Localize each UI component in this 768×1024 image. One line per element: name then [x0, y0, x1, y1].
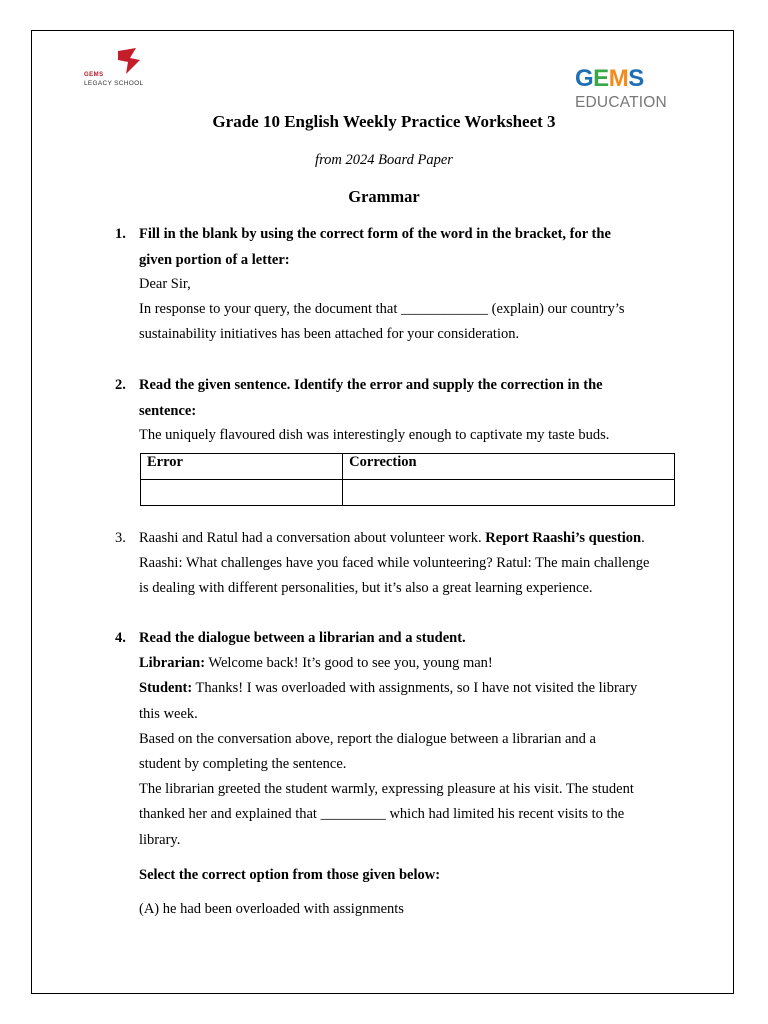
question-1-prompt-line-1: Fill in the blank by using the correct form of the word in the bracket, for the: [139, 226, 611, 242]
question-4-number: 4.: [115, 630, 126, 646]
error-answer-cell[interactable]: [141, 480, 343, 506]
section-heading: Grammar: [348, 187, 420, 206]
gems-education-logo: [575, 66, 685, 116]
question-3-line-3: is dealing with different personalities, but it’s also a great learning experience.: [139, 580, 593, 596]
question-2-sentence: The uniquely flavoured dish was interestingly enough to captivate my taste buds.: [139, 427, 610, 443]
select-option-prompt: Select the correct option from those given below:: [139, 867, 441, 883]
librarian-text: Welcome back! It’s good to see you, young man!: [205, 655, 493, 671]
worksheet-subtitle: from 2024 Board Paper: [315, 152, 453, 168]
librarian-line: [139, 655, 493, 672]
error-correction-table: [140, 453, 675, 506]
question-3-task: Report Raashi’s question: [485, 530, 642, 546]
question-4-line-4: this week.: [139, 706, 198, 722]
page-border: [31, 30, 734, 994]
question-3-line-1: [139, 530, 645, 547]
question-2-prompt-line-2: sentence:: [139, 403, 197, 419]
left-logo-school-text: LEGACY SCHOOL: [84, 80, 144, 87]
error-column-header: Error: [141, 454, 343, 480]
librarian-label: Librarian:: [139, 655, 206, 671]
question-2-number: 2.: [115, 377, 126, 393]
gems-legacy-school-logo: [84, 48, 174, 90]
question-4-prompt: Read the dialogue between a librarian and a student.: [139, 630, 466, 646]
question-1-prompt-line-2: given portion of a letter:: [139, 252, 290, 268]
left-logo-gems-text: GEMS: [84, 72, 104, 78]
student-text: Thanks! I was overloaded with assignments, so I have not visited the library: [192, 680, 638, 696]
gems-wordmark: GEMS: [575, 65, 644, 92]
question-4-line-6: student by completing the sentence.: [139, 756, 347, 772]
question-1-salutation: Dear Sir,: [139, 276, 191, 292]
student-line: [139, 680, 637, 697]
question-3-number: 3.: [115, 530, 126, 546]
question-1-letter-line-2: sustainability initiatives has been attached for your consideration.: [139, 326, 520, 342]
worksheet-title: Grade 10 English Weekly Practice Worksheet 3: [212, 112, 556, 131]
question-2-prompt-line-1: Read the given sentence. Identify the error and supply the correction in the: [139, 377, 603, 393]
option-a[interactable]: (A) he had been overloaded with assignments: [139, 901, 404, 917]
question-4-line-9: library.: [139, 832, 181, 848]
question-4-line-7: The librarian greeted the student warmly, expressing pleasure at his visit. The student: [139, 781, 634, 797]
education-wordmark: EDUCATION: [575, 94, 667, 111]
question-4-line-8: thanked her and explained that _________ which had limited his recent visits to the: [139, 806, 625, 822]
question-1-number: 1.: [115, 226, 126, 242]
question-3-line-2: Raashi: What challenges have you faced while volunteering? Ratul: The main challenge: [139, 555, 650, 571]
student-label: Student:: [139, 680, 193, 696]
correction-answer-cell[interactable]: [343, 480, 675, 506]
question-1-letter-line-1: In response to your query, the document that ____________ (explain) our country’s: [139, 301, 625, 317]
question-4-line-5: Based on the conversation above, report the dialogue between a librarian and a: [139, 731, 596, 747]
legacy-flag-icon: [114, 48, 144, 74]
question-3-context: Raashi and Ratul had a conversation about volunteer work.: [139, 530, 486, 546]
correction-column-header: Correction: [343, 454, 675, 480]
question-3-period: .: [641, 530, 645, 546]
